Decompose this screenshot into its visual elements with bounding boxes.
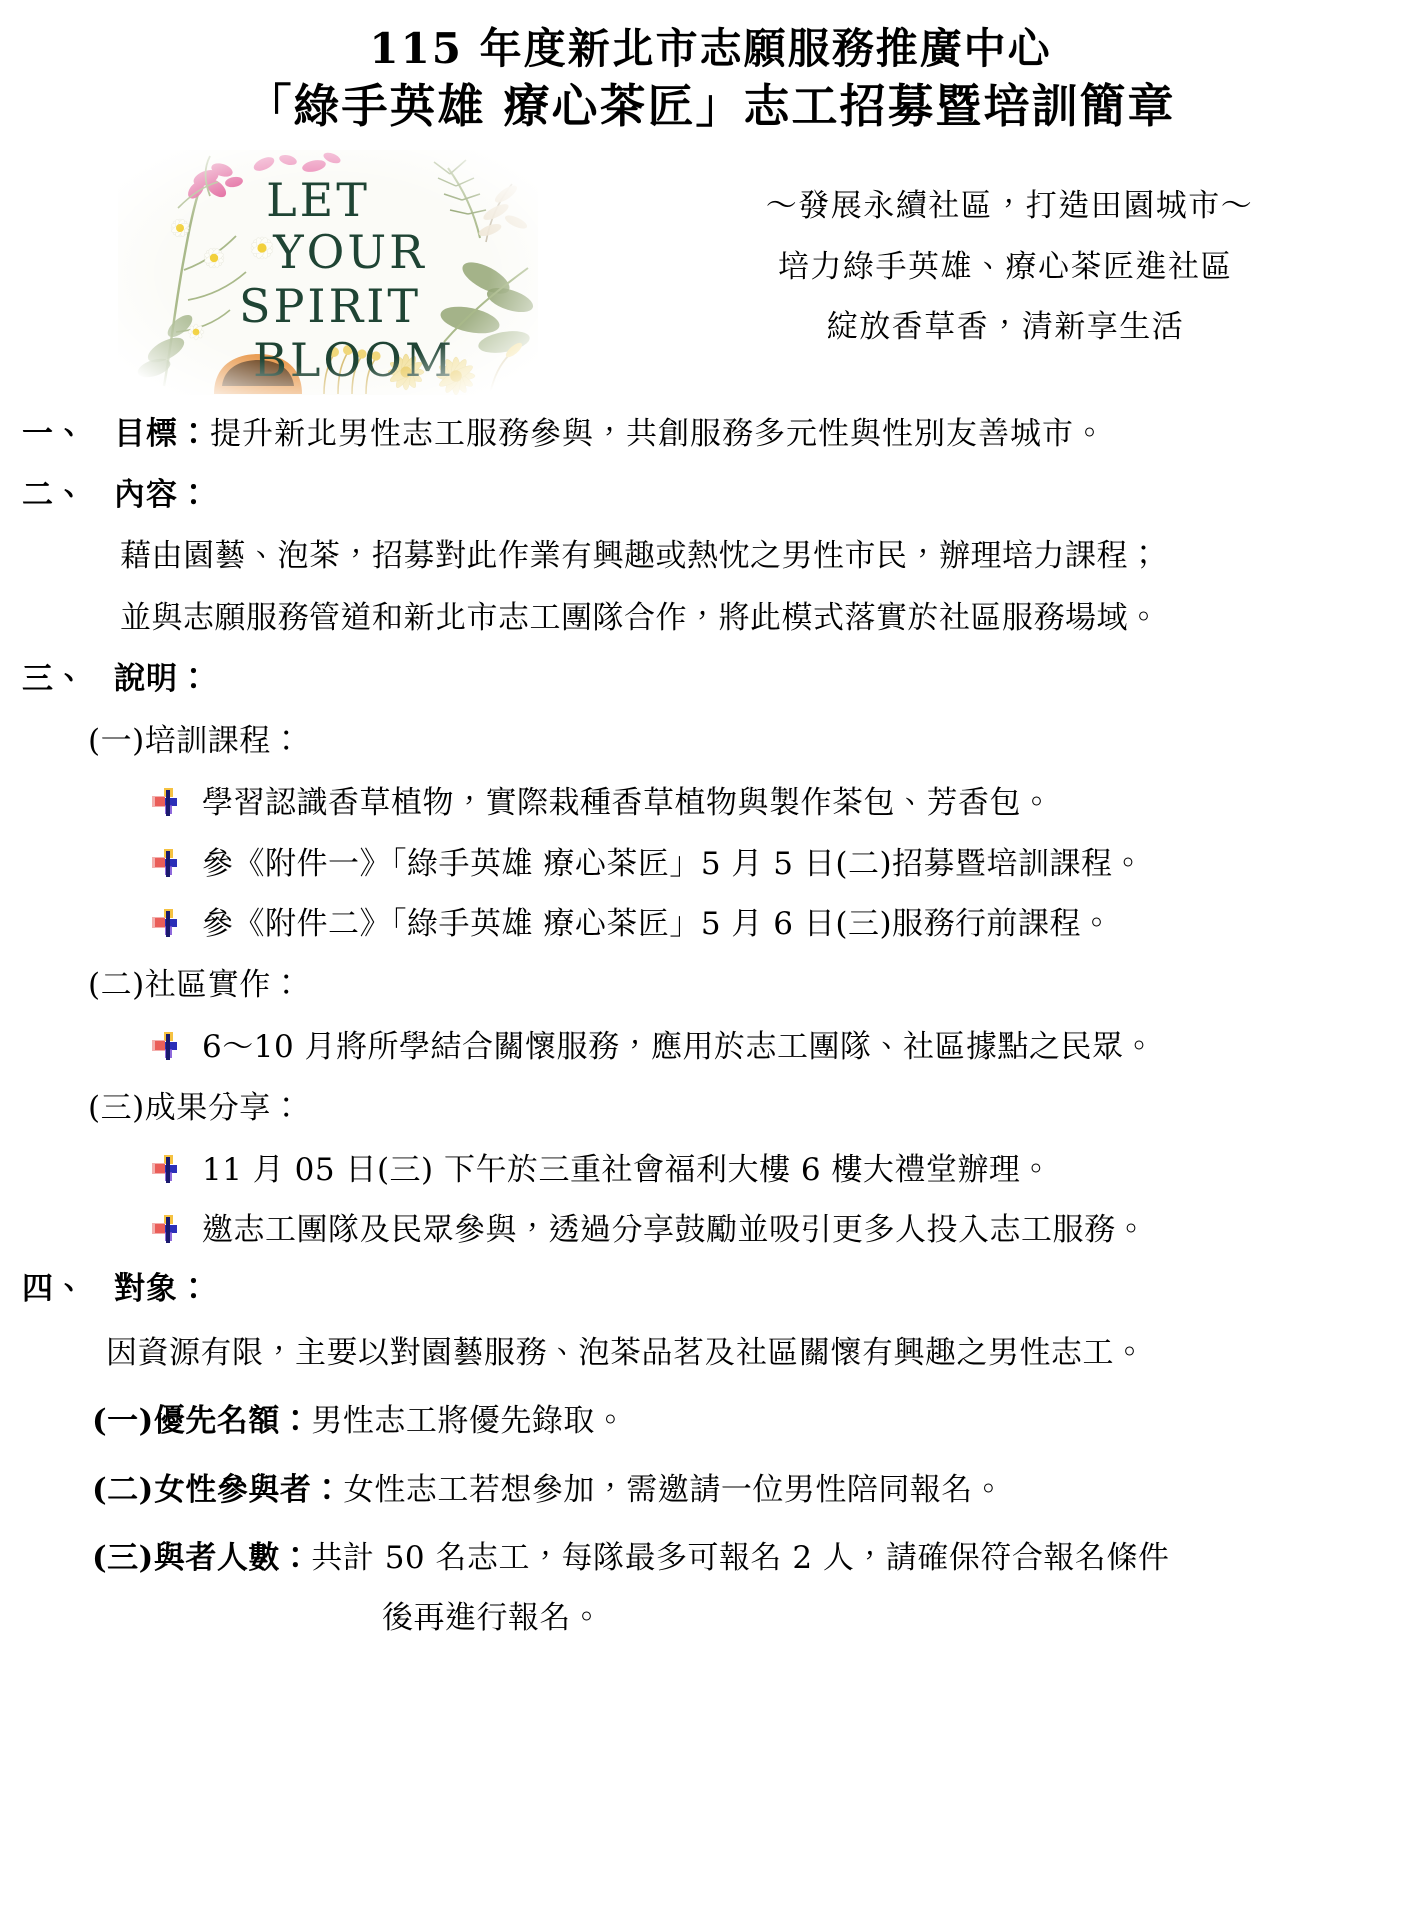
section-2-paragraph-1: 藉由園藝、泡茶，招募對此作業有興趣或熱忱之男性市民，辦理培力課程；	[120, 537, 1160, 574]
colored-cross-bullet-icon	[150, 849, 180, 879]
bullet-text: 6～10 月將所學結合關懷服務，應用於志工團隊、社區據點之民眾。	[202, 1029, 1156, 1066]
section-1-number: 一、	[22, 416, 86, 453]
title-line-2: 「綠手英雄 療心茶匠」志工招募暨培訓簡章	[245, 78, 1176, 133]
document-body	[0, 409, 1421, 1643]
section-2-heading: 內容：	[114, 476, 210, 513]
colored-cross-bullet-icon	[150, 1215, 180, 1245]
subsection-3-3-label: (三)成果分享：	[88, 1089, 303, 1126]
floral-botanical-banner-image	[118, 150, 538, 395]
bullet-item	[22, 1147, 1395, 1194]
section-1-text: 提升新北男性志工服務參與，共創服務多元性與性別友善城市。	[210, 416, 1106, 453]
bullet-item	[22, 901, 1395, 948]
audience-item-1	[22, 1396, 1395, 1446]
colored-cross-bullet-icon	[150, 909, 180, 939]
bullet-text: 邀志工團隊及民眾參與，透過分享鼓勵並吸引更多人投入志工服務。	[202, 1212, 1147, 1249]
audience-item-1-text: 男性志工將優先錄取。	[311, 1403, 627, 1440]
section-2-paragraph-2: 並與志願服務管道和新北市志工團隊合作，將此模式落實於社區服務場域。	[120, 599, 1160, 636]
section-4-audience	[22, 1264, 1395, 1314]
bullet-item	[22, 1024, 1395, 1071]
colored-cross-bullet-icon	[150, 1032, 180, 1062]
bullet-text: 學習認識香草植物，實際栽種香草植物與製作茶包、芳香包。	[202, 785, 1053, 822]
bullet-item	[22, 841, 1395, 888]
audience-item-2	[22, 1465, 1395, 1515]
section-2-content	[22, 470, 1395, 520]
section-4-number: 四、	[22, 1270, 86, 1307]
bullet-item	[22, 780, 1395, 827]
bullet-text: 參《附件二》「綠手英雄 療心茶匠」5 月 6 日(三)服務行前課程。	[202, 906, 1113, 943]
audience-item-1-label: (一)優先名額：	[92, 1403, 312, 1440]
section-3-description	[22, 654, 1395, 704]
audience-item-3	[22, 1533, 1395, 1583]
audience-item-3-continuation: 後再進行報名。	[382, 1599, 603, 1636]
section-3-number: 三、	[22, 660, 86, 697]
hero-section	[0, 150, 1421, 395]
banner-illustration	[118, 150, 538, 395]
bullet-item	[22, 1207, 1395, 1254]
section-1-goal	[22, 409, 1395, 459]
title-line-1: 115 年度新北市志願服務推廣中心	[369, 24, 1052, 73]
section-4-intro: 因資源有限，主要以對園藝服務、泡茶品茗及社區關懷有興趣之男性志工。	[106, 1335, 1146, 1372]
section-3-heading: 說明：	[114, 660, 210, 697]
audience-item-2-text: 女性志工若想參加，需邀請一位男性陪同報名。	[342, 1471, 1005, 1508]
bullet-text: 參《附件一》「綠手英雄 療心茶匠」5 月 5 日(二)招募暨培訓課程。	[202, 845, 1145, 882]
slogan-line-3: 綻放香草香，清新享生活	[826, 309, 1185, 346]
section-2-number: 二、	[22, 476, 86, 513]
page-title	[0, 0, 1421, 136]
section-1-heading: 目標：	[114, 416, 210, 453]
colored-cross-bullet-icon	[150, 788, 180, 818]
colored-cross-bullet-icon	[150, 1155, 180, 1185]
audience-item-3-label: (三)與者人數：	[92, 1539, 312, 1576]
section-4-heading: 對象：	[114, 1270, 210, 1307]
subsection-3-1-label: (一)培訓課程：	[88, 723, 303, 760]
audience-item-2-label: (二)女性參與者：	[92, 1471, 343, 1508]
bullet-text: 11 月 05 日(三) 下午於三重社會福利大樓 6 樓大禮堂辦理。	[202, 1151, 1052, 1188]
slogan-block	[598, 150, 1421, 357]
slogan-line-1: ～發展永續社區，打造田園城市～	[765, 188, 1254, 225]
subsection-3-2-label: (二)社區實作：	[88, 966, 303, 1003]
audience-item-3-text: 共計 50 名志工，每隊最多可報名 2 人，請確保符合報名條件	[311, 1539, 1170, 1576]
slogan-line-2: 培力綠手英雄、療心茶匠進社區	[778, 248, 1233, 285]
